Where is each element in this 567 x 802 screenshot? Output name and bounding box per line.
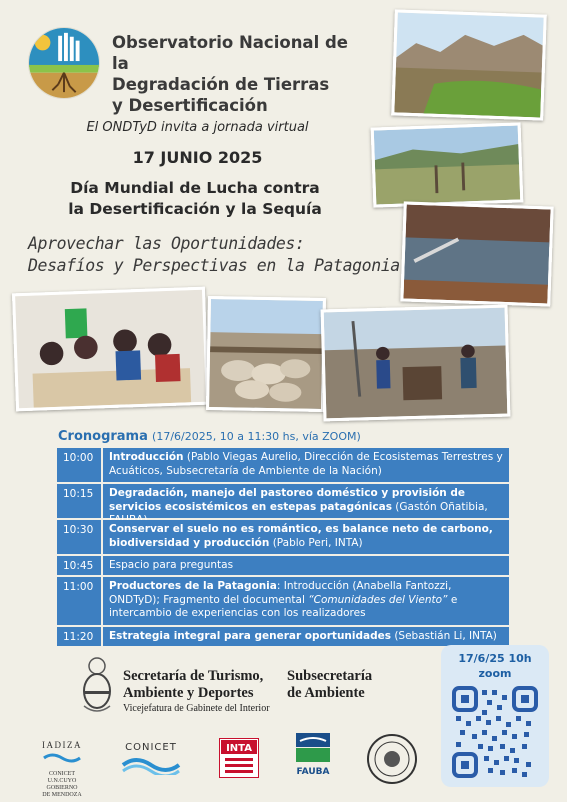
schedule-row — [57, 577, 509, 625]
schedule-desc — [103, 448, 509, 482]
subsecretaria-line: de Ambiente — [287, 685, 365, 701]
schedule-time: 10:00 — [57, 448, 101, 482]
schedule-speaker: (Pablo Viegas Aurelio, Dirección de Ecosistemas Terrestres y Acuáticos, Subsecretaría de Ambiente de la Nación) — [109, 451, 503, 477]
event-subtitle-line: Desafíos y Perspectivas en la Patagonia — [28, 256, 400, 275]
schedule-time: 10:30 — [57, 520, 101, 554]
schedule-topic: Degradación, manejo del pastoreo doméstico y provisión de servicios ecosistémicos en estepas patagónicas — [109, 487, 466, 513]
national-shield-icon — [80, 656, 114, 714]
event-subtitle-line: Aprovechar las Oportunidades: — [28, 234, 305, 253]
iadiza-logo — [28, 740, 96, 799]
secretaria-line: Secretaría de Turismo, — [123, 668, 264, 684]
schedule-speaker: (Gastón Oñatibia, — [395, 500, 488, 513]
jefatura-line: Vicejefatura de Gabinete del Interior — [123, 703, 270, 714]
qr-date: 17/6/25 10h — [458, 652, 532, 665]
schedule-speaker: (Sebastián Li, INTA) — [390, 630, 497, 642]
fauba-name: FAUBA — [296, 767, 330, 777]
event-date: 17 JUNIO 2025 — [132, 148, 263, 167]
iadiza-sub: GOBIERNO — [46, 785, 78, 791]
org-title-line: Observatorio Nacional de la — [112, 33, 348, 73]
event-title — [30, 178, 360, 220]
schedule-topic: Introducción — [109, 451, 184, 463]
schedule-speaker: e intercambio de experiencias con los realizadores — [109, 593, 458, 619]
schedule-table — [57, 448, 509, 648]
conicet-name: CONICET — [125, 742, 177, 753]
invite-text: El ONDTyD invita a jornada virtual — [86, 120, 309, 135]
schedule-desc — [103, 577, 509, 625]
org-title-line: y Desertificación — [112, 96, 268, 115]
schedule-time: 10:45 — [57, 556, 101, 575]
iadiza-name: IADIZA — [42, 740, 82, 750]
schedule-topic: Estrategia integral para generar oportunidades — [109, 630, 391, 642]
event-subtitle — [28, 233, 408, 277]
schedule-speaker: Espacio para preguntas — [109, 559, 234, 571]
inta-name: INTA — [226, 743, 252, 754]
fauba-emblem-icon — [296, 733, 330, 763]
photo-sheep — [206, 296, 326, 412]
schedule-time: 10:15 — [57, 484, 101, 518]
schedule-row — [57, 556, 509, 575]
subsecretaria-line: Subsecretaría — [287, 668, 373, 684]
photo-well — [321, 305, 511, 422]
university-seal-icon — [366, 733, 418, 785]
iadiza-sub: DE MENDOZA — [42, 792, 82, 798]
fauba-logo — [296, 733, 330, 777]
iadiza-wave-icon — [42, 750, 82, 766]
schedule-desc — [103, 520, 509, 554]
schedule-time: 11:00 — [57, 577, 101, 625]
org-title — [112, 32, 362, 116]
photo-water — [400, 201, 553, 306]
conicet-wave-icon — [121, 753, 181, 775]
schedule-row — [57, 448, 509, 482]
photo-steppe — [371, 122, 524, 207]
schedule-desc — [103, 556, 509, 575]
photo-workshop — [12, 287, 209, 412]
schedule-speaker: : Introducción (Anabella Fantozzi, ONDTyD); Fragmento del documental — [109, 580, 452, 606]
ondtyd-logo — [28, 27, 100, 99]
schedule-row — [57, 520, 509, 554]
schedule-time: 11:20 — [57, 627, 101, 646]
schedule-speaker: (Pablo Peri, INTA) — [269, 536, 363, 549]
event-title-line: la Desertificación y la Sequía — [68, 200, 322, 218]
schedule-row — [57, 484, 509, 518]
iadiza-sub: U.N.CUYO — [47, 778, 77, 784]
qr-zoom-label: zoom — [478, 667, 512, 680]
schedule-details: (17/6/2025, 10 a 11:30 hs, vía ZOOM) — [152, 430, 361, 443]
schedule-topic: Productores de la Patagonia — [109, 580, 277, 592]
secretaria-line: Ambiente y Deportes — [123, 685, 254, 701]
schedule-row — [57, 627, 509, 646]
conicet-logo — [117, 742, 185, 779]
iadiza-sub: CONICET — [49, 771, 75, 777]
schedule-desc — [103, 627, 509, 646]
schedule-desc — [103, 484, 509, 518]
schedule-topic: Conservar el suelo no es romántico, es balance neto de carbono, biodiversidad y producción — [109, 523, 493, 549]
schedule-heading — [58, 429, 361, 444]
event-title-line: Día Mundial de Lucha contra — [70, 179, 320, 197]
secretaria-text — [123, 668, 283, 714]
inta-logo — [219, 738, 259, 778]
photo-hills — [391, 9, 547, 120]
schedule-film-title: “Comunidades del Viento” — [308, 593, 448, 606]
schedule-title: Cronograma — [58, 429, 148, 444]
org-title-line: Degradación de Tierras — [112, 75, 330, 94]
subsecretaria-text — [287, 668, 372, 702]
zoom-qr-code[interactable] — [452, 686, 538, 778]
